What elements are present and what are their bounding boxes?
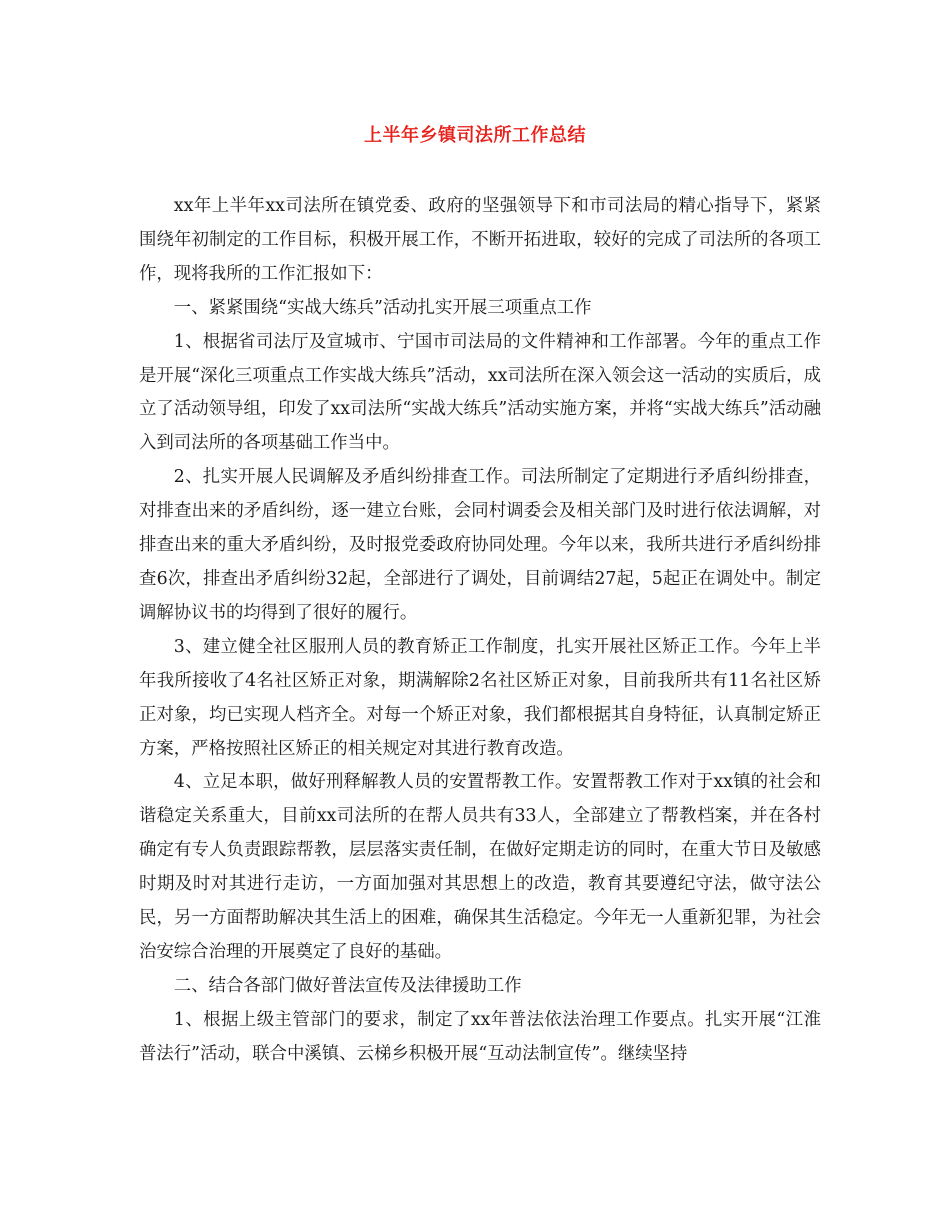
document-body bbox=[139, 190, 821, 1072]
paragraph-2-1: 1、根据上级主管部门的要求，制定了xx年普法依法治理工作要点。扎实开展“江淮普法行”活动，联合中溪镇、云梯乡积极开展“互动法制宣传”。继续坚持 bbox=[139, 1009, 821, 1064]
paragraph-1-1: 1、根据省司法厅及宣城市、宁国市司法局的文件精神和工作部署。今年的重点工作是开展“深化三项重点工作实战大练兵”活动，xx司法所在深入领会这一活动的实质后，成立了活动领导组，印发了xx司法所“实战大练兵”活动实施方案，并将“实战大练兵”活动融入到司法所的各项基础工作当中。 bbox=[139, 331, 821, 454]
paragraph-1-2: 2、扎实开展人民调解及矛盾纠纷排查工作。司法所制定了定期进行矛盾纠纷排查，对排查出来的矛盾纠纷，逐一建立台账，会同村调委会及相关部门及时进行依法调解，对排查出来的重大矛盾纠纷，及时报党委政府协同处理。今年以来，我所共进行矛盾纠纷排查6次，排查出矛盾纠纷32起，全部进行了调处，目前调结27起，5起正在调处中。制定调解协议书的均得到了很好的履行。 bbox=[139, 467, 821, 623]
section-heading-2: 二、结合各部门做好普法宣传及法律援助工作 bbox=[173, 975, 522, 996]
paragraph-intro: xx年上半年xx司法所在镇党委、政府的坚强领导下和市司法局的精心指导下，紧紧围绕年初制定的工作目标，积极开展工作，不断开拓进取，较好的完成了司法所的各项工作，现将我所的工作汇报如下： bbox=[139, 196, 821, 284]
section-heading-1: 一、紧紧围绕“实战大练兵”活动扎实开展三项重点工作 bbox=[173, 297, 592, 318]
document-title: 上半年乡镇司法所工作总结 bbox=[364, 125, 586, 146]
paragraph-1-3: 3、建立健全社区服刑人员的教育矫正工作制度，扎实开展社区矫正工作。今年上半年我所接收了4名社区矫正对象，期满解除2名社区矫正对象，目前我所共有11名社区矫正对象，均已实现人档齐全。对每一个矫正对象，我们都根据其自身特征，认真制定矫正方案，严格按照社区矫正的相关规定对其进行教育改造。 bbox=[139, 636, 821, 759]
paragraph-1-4: 4、立足本职，做好刑释解教人员的安置帮教工作。安置帮教工作对于xx镇的社会和谐稳定关系重大，目前xx司法所的在帮人员共有33人，全部建立了帮教档案，并在各村确定有专人负责跟踪帮教，层层落实责任制，在做好定期走访的同时，在重大节日及敏感时期及时对其进行走访，一方面加强对其思想上的改造，教育其要遵纪守法，做守法公民，另一方面帮助解决其生活上的困难，确保其生活稳定。今年无一人重新犯罪，为社会治安综合治理的开展奠定了良好的基础。 bbox=[139, 772, 821, 962]
